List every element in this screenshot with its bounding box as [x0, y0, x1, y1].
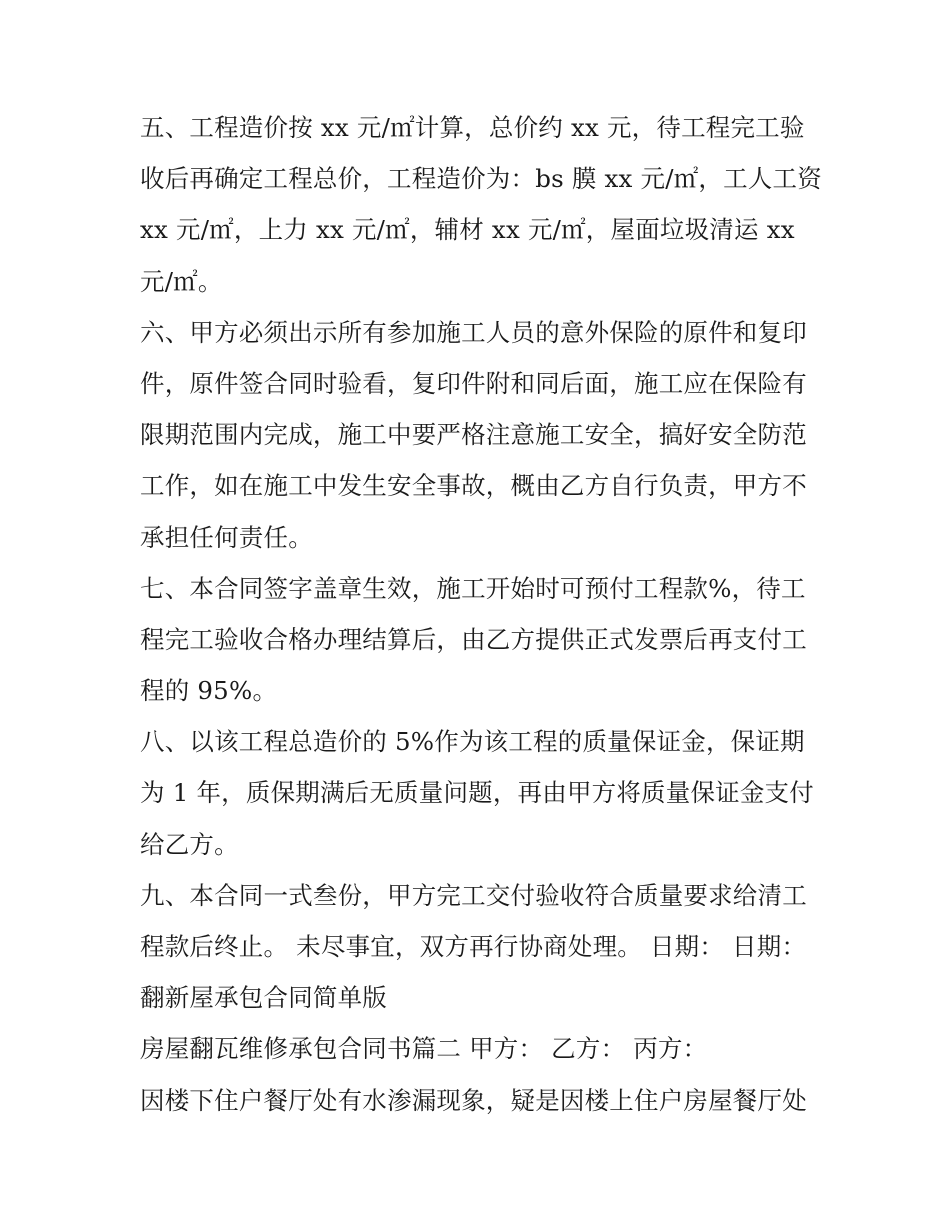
- text-line: 七、本合同签字盖章生效，施工开始时可预付工程款%，待工: [140, 573, 806, 603]
- text-line: 因楼下住户餐厅处有水渗漏现象，疑是因楼上住户房屋餐厅处: [140, 1085, 807, 1115]
- text-line: 六、甲方必须出示所有参加施工人员的意外保险的原件和复印: [140, 317, 807, 347]
- text-line: 给乙方。: [140, 829, 239, 859]
- text-line: 程款后终止。 未尽事宜，双方再行协商处理。 日期： 日期：: [140, 932, 807, 961]
- text-line: 程完工验收合格办理结算后，由乙方提供正式发票后再支付工: [140, 624, 807, 654]
- text-line: 八、以该工程总造价的 5%作为该工程的质量保证金，保证期: [140, 727, 805, 757]
- text-line: 翻新屋承包合同简单版: [140, 983, 387, 1013]
- text-line: 程的 95%。: [140, 676, 278, 706]
- text-line: 件，原件签合同时验看，复印件附和同后面，施工应在保险有: [140, 368, 807, 398]
- text-line: 房屋翻瓦维修承包合同书篇二 甲方： 乙方： 丙方：: [140, 1034, 708, 1064]
- text-line: 九、本合同一式叁份，甲方完工交付验收符合质量要求给清工: [140, 880, 807, 910]
- text-line: xx 元/㎡，上力 xx 元/㎡，辅材 xx 元/㎡，屋面垃圾清运 xx: [140, 215, 795, 245]
- text-line: 元/㎡。: [140, 266, 223, 296]
- document-body: [140, 102, 820, 1126]
- text-line: 五、工程造价按 xx 元/㎡计算，总价约 xx 元，待工程完工验: [140, 113, 805, 142]
- text-line: 为 1 年，质保期满后无质量问题，再由甲方将质量保证金支付: [140, 778, 814, 808]
- text-line: 限期范围内完成，施工中要严格注意施工安全，搞好安全防范: [140, 420, 807, 450]
- text-line: 承担任何责任。: [140, 522, 313, 552]
- text-line: 工作，如在施工中发生安全事故，概由乙方自行负责，甲方不: [140, 471, 807, 501]
- text-line: 收后再确定工程总价，工程造价为：bs 膜 xx 元/㎡，工人工资: [140, 164, 822, 194]
